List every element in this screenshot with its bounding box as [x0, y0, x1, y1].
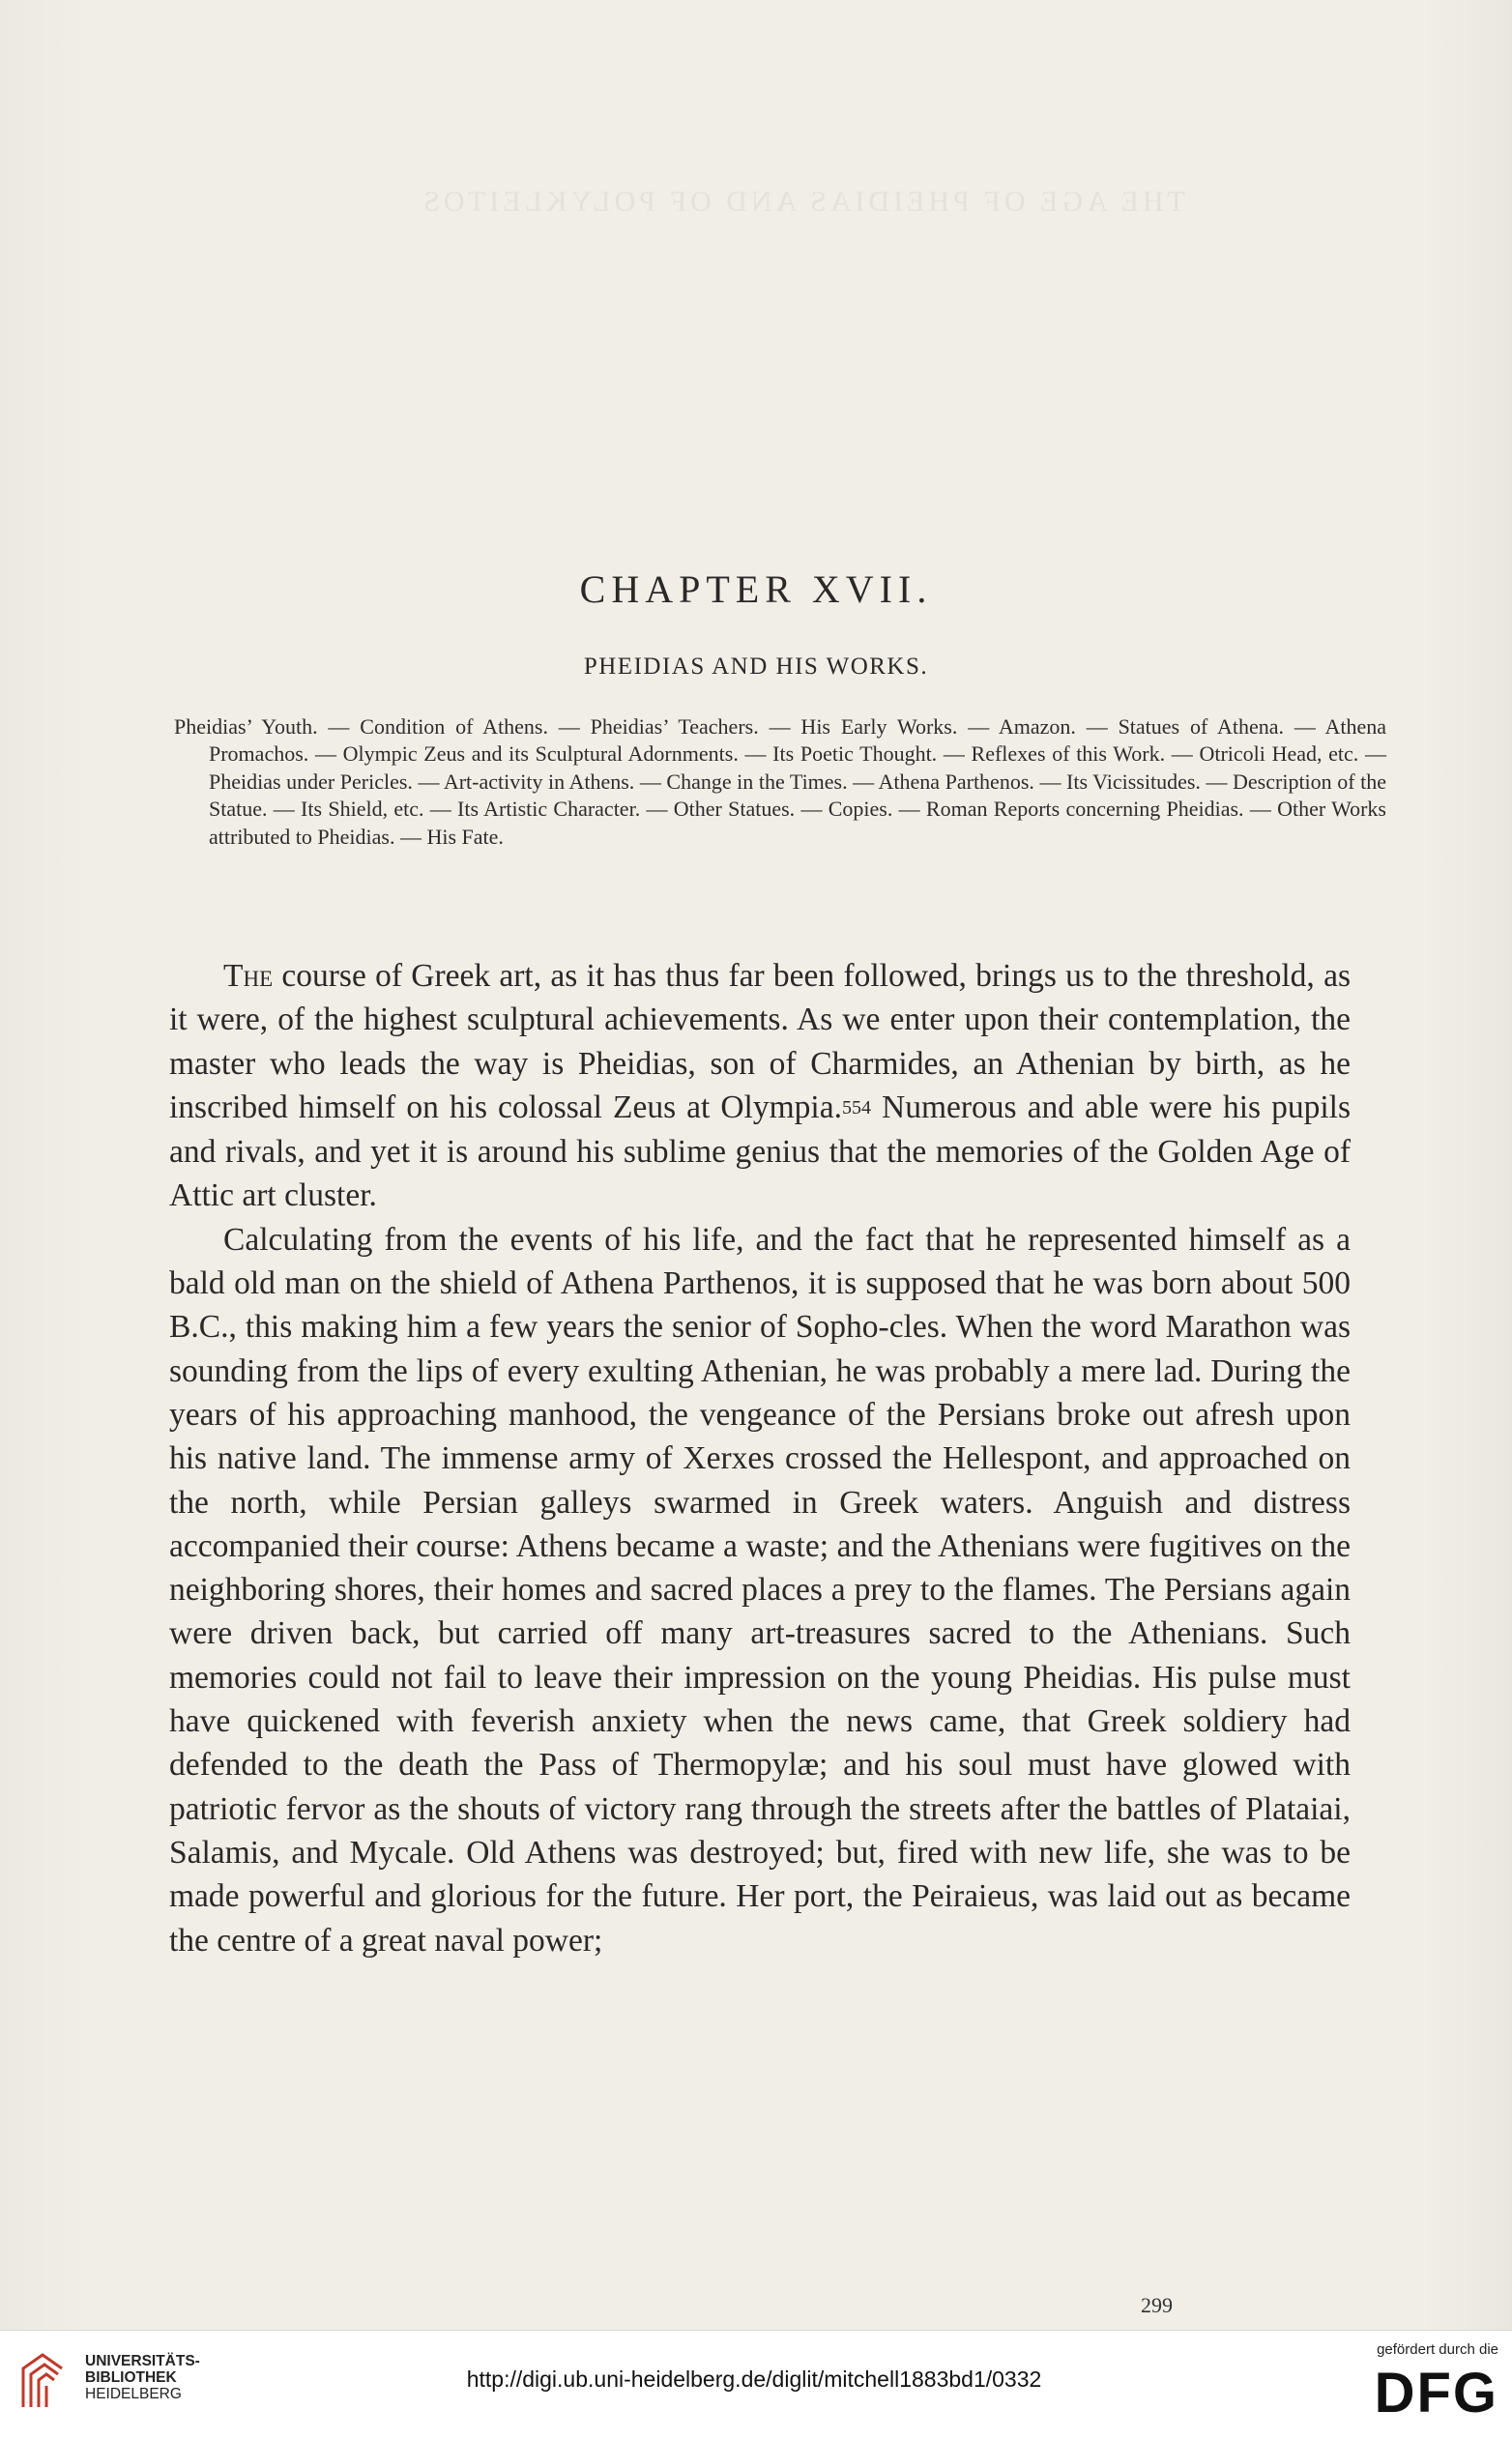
- chapter-summary: Pheidias’ Youth. — Condition of Athens. — Pheidias’ Teachers. — His Early Works. — Amazon. — Statues of Athena. — Athena Promachos. — Olympic Zeus and its Sculptural Adornments. — Its Poetic Thought. — Reflexes of this Work. — Otricoli Head, etc. — Pheidias under Pericles. — Art-activity in Athens. — Change in the Times. — Athena Parthenos. — Its Vicissitudes. — Description of the Statue. — Its Shield, etc. — Its Artistic Character. — Other Statues. — Copies. — Roman Reports concerning Pheidias. — Other Works attributed to Pheidias. — His Fate.: [174, 714, 1386, 849]
- chapter-subtitle: PHEIDIAS AND HIS WORKS.: [583, 653, 929, 680]
- paragraph-text: course of Greek art, as it has thus far been followed, brings us to the threshold, as it were, of the highest sculptural achievements. As we enter upon their contemplation, the master who leads the way is Pheidias, son of Charmides, an Athenian by birth, as he inscribed himself on his colossal Zeus at Olympia.: [169, 958, 1351, 1125]
- chapter-title: CHAPTER XVII.: [579, 567, 933, 611]
- page-number: 299: [1141, 2293, 1173, 2317]
- body-text: [169, 954, 1351, 1962]
- paragraph: [169, 954, 1351, 1218]
- ub-heidelberg-logo-icon[interactable]: [17, 2347, 72, 2415]
- paragraph: Calculating from the events of his life, and the fact that he represented himself as a bald old man on the shield of Athena Parthenos, it is supposed that he was born about 500 B.C., this making him a few years the senior of Sopho-cles. When the word Marathon was sounding from the lips of every exulting Athenian, he was probably a mere lad. During the years of his approaching manhood, the vengeance of the Persians broke out afresh upon his native land. The immense army of Xerxes crossed the Hellespont, and approached on the north, while Persian galleys swarmed in Greek waters. Anguish and distress accompanied their course: Athens became a waste; and the Athenians were fugitives on the neighboring shores, their homes and sacred places a prey to the flames. The Persians again were driven back, but carried off many art-treasures sacred to the Athenians. Such memories could not fail to leave their impression on the young Pheidias. His pulse must have quickened with feverish anxiety when the news came, that Greek soldiery had defended to the death the Pass of Thermopylæ; and his soul must have glowed with patriotic fervor as the shouts of victory rang through the streets after the battles of Plataiai, Salamis, and Mycale. Old Athens was destroyed; but, fired with new life, she was to be made powerful and glorious for the future. Her port, the Peiraieus, was laid out as became the centre of a great naval power;: [169, 1221, 1351, 1959]
- library-name[interactable]: [85, 2353, 200, 2402]
- library-name-line: BIBLIOTHEK: [85, 2369, 177, 2386]
- funding-label: gefördert durch die: [1377, 2341, 1498, 2358]
- paragraph-lead: The: [223, 958, 274, 994]
- dfg-logo[interactable]: DFG: [1374, 2362, 1498, 2424]
- bleed-through-text: THE AGE OF PHEIDIAS AND OF POLYKLEITOS: [420, 186, 1185, 218]
- permalink-url[interactable]: http://digi.ub.uni-heidelberg.de/diglit/mitchell1883bd1/0332: [466, 2366, 1042, 2392]
- library-name-line: HEIDELBERG: [85, 2386, 182, 2402]
- library-name-line: UNIVERSITÄTS-: [85, 2353, 200, 2369]
- footnote-reference[interactable]: 554: [841, 1096, 871, 1118]
- paragraph-text: Numerous and able were his pupils and rivals, and yet it is around his sublime genius that the memories of the Golden Age of Attic art cluster.: [169, 1089, 1351, 1214]
